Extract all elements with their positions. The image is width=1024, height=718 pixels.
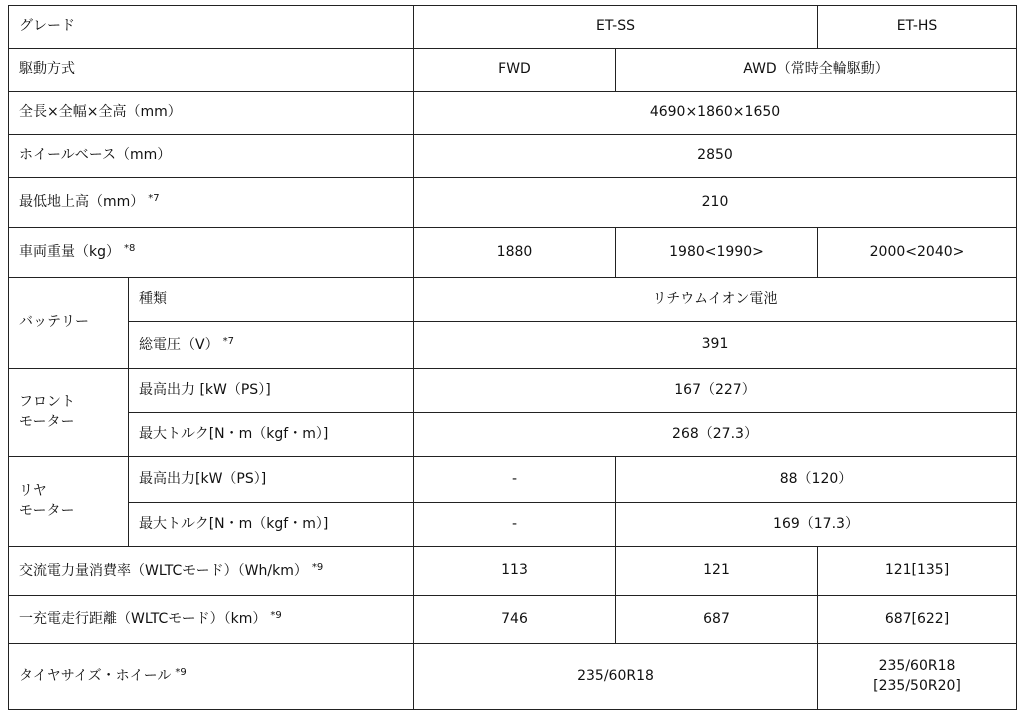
rear-motor-group-line2: モーター [19, 502, 75, 519]
consumption-hs: 121[135] [818, 547, 1017, 596]
rear-motor-group-line1: リヤ [19, 482, 47, 499]
range-ss-awd: 687 [616, 596, 818, 644]
tire-ss: 235/60R18 [414, 644, 818, 710]
row-rear-torque [9, 503, 1017, 547]
battery-voltage-value: 391 [414, 322, 1017, 369]
range-fwd: 746 [414, 596, 616, 644]
battery-voltage-note: *7 [222, 335, 234, 347]
tire-label-cell [9, 644, 414, 710]
range-hs: 687[622] [818, 596, 1017, 644]
tire-hs-line1: 235/60R18 [878, 657, 956, 674]
battery-group: バッテリー [9, 278, 129, 369]
rear-power-label: 最高出力[kW（PS）] [129, 457, 414, 503]
rear-power-fwd: - [414, 457, 616, 503]
tire-hs-line2: [235/50R20] [873, 677, 961, 694]
row-front-power [9, 369, 1017, 413]
tire-hs [818, 644, 1017, 710]
battery-voltage-label-cell [129, 322, 414, 369]
wheelbase-label: ホイールベース（mm） [9, 135, 414, 178]
front-torque-label: 最大トルク[N・m（kgf・m）] [129, 413, 414, 457]
ground-clearance-label-cell [9, 178, 414, 228]
range-note: *9 [270, 610, 282, 622]
rear-torque-label: 最大トルク[N・m（kgf・m）] [129, 503, 414, 547]
weight-label: 車両重量（kg） [19, 244, 120, 261]
rear-power-value: 88（120） [616, 457, 1017, 503]
spec-table [8, 5, 1017, 710]
front-motor-group-line2: モーター [19, 413, 75, 430]
consumption-ss-awd: 121 [616, 547, 818, 596]
row-rear-power [9, 457, 1017, 503]
range-label: 一充電走行距離（WLTCモード）（km） [19, 611, 267, 628]
rear-torque-fwd: - [414, 503, 616, 547]
dimensions-label: 全長×全幅×全高（mm） [9, 92, 414, 135]
tire-note: *9 [175, 667, 187, 679]
rear-torque-value: 169（17.3） [616, 503, 1017, 547]
grade-hs: ET-HS [818, 6, 1017, 49]
battery-voltage-label: 総電圧（V） [139, 336, 219, 353]
row-consumption [9, 547, 1017, 596]
rear-motor-group [9, 457, 129, 547]
front-motor-group-line1: フロント [19, 393, 75, 410]
row-battery-type [9, 278, 1017, 322]
row-battery-voltage [9, 322, 1017, 369]
row-range [9, 596, 1017, 644]
ground-clearance-note: *7 [148, 193, 160, 205]
weight-label-cell [9, 228, 414, 278]
range-label-cell [9, 596, 414, 644]
front-torque-value: 268（27.3） [414, 413, 1017, 457]
drive-fwd: FWD [414, 49, 616, 92]
consumption-label-cell [9, 547, 414, 596]
weight-hs: 2000<2040> [818, 228, 1017, 278]
grade-ss: ET-SS [414, 6, 818, 49]
grade-label: グレード [9, 6, 414, 49]
row-grade [9, 6, 1017, 49]
consumption-fwd: 113 [414, 547, 616, 596]
row-weight [9, 228, 1017, 278]
ground-clearance-value: 210 [414, 178, 1017, 228]
tire-label: タイヤサイズ・ホイール [19, 668, 172, 685]
consumption-label: 交流電力量消費率（WLTCモード）（Wh/km） [19, 562, 308, 579]
row-front-torque [9, 413, 1017, 457]
consumption-note: *9 [311, 561, 324, 573]
row-ground-clearance [9, 178, 1017, 228]
battery-type-label: 種類 [129, 278, 414, 322]
drive-label: 駆動方式 [9, 49, 414, 92]
dimensions-value: 4690×1860×1650 [414, 92, 1017, 135]
ground-clearance-label: 最低地上高（mm） [19, 194, 145, 211]
front-motor-group [9, 369, 129, 457]
row-dimensions [9, 92, 1017, 135]
weight-note: *8 [124, 243, 136, 255]
wheelbase-value: 2850 [414, 135, 1017, 178]
drive-awd: AWD（常時全輪駆動） [616, 49, 1017, 92]
weight-fwd: 1880 [414, 228, 616, 278]
row-drive [9, 49, 1017, 92]
row-tire [9, 644, 1017, 710]
front-power-label: 最高出力 [kW（PS）] [129, 369, 414, 413]
front-power-value: 167（227） [414, 369, 1017, 413]
weight-ss-awd: 1980<1990> [616, 228, 818, 278]
row-wheelbase [9, 135, 1017, 178]
battery-type-value: リチウムイオン電池 [414, 278, 1017, 322]
